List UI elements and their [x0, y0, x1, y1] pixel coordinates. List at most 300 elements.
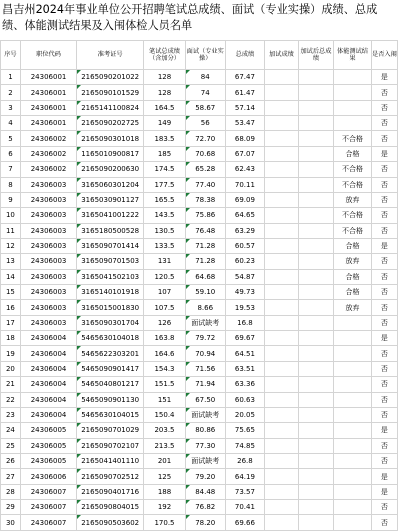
cell-interview: 77.40: [185, 177, 225, 192]
cell-fitness: 放弃: [334, 254, 372, 269]
header-position-code: 职位代码: [20, 41, 76, 70]
cell-written-total: 133.5: [144, 238, 186, 253]
cell-ticket-number: 3165060301204: [77, 177, 144, 192]
cell-extra-total: [298, 223, 334, 238]
cell-enter: 是: [371, 331, 397, 346]
cell-extra-score: [265, 361, 298, 376]
cell-extra-score: [265, 116, 298, 131]
cell-extra-score: [265, 70, 298, 85]
cell-extra-total: [298, 116, 334, 131]
cell-written-total: 151: [144, 392, 186, 407]
cell-ticket-number: 2165090503602: [77, 515, 144, 530]
cell-seq: 12: [1, 238, 21, 253]
cell-seq: 30: [1, 515, 21, 530]
cell-extra-total: [298, 100, 334, 115]
cell-fitness: [334, 346, 372, 361]
cell-extra-total: [298, 70, 334, 85]
cell-written-total: 125: [144, 469, 186, 484]
cell-enter: 是: [371, 484, 397, 499]
cell-extra-score: [265, 177, 298, 192]
cell-extra-score: [265, 146, 298, 161]
header-seq: 序号: [1, 41, 21, 70]
cell-fitness: [334, 85, 372, 100]
results-table: [0, 40, 398, 531]
cell-written-total: 128: [144, 70, 186, 85]
cell-seq: 13: [1, 254, 21, 269]
cell-ticket-number: 3165180500528: [77, 223, 144, 238]
cell-extra-total: [298, 162, 334, 177]
cell-ticket-number: 5465090901417: [77, 361, 144, 376]
cell-enter: 否: [371, 438, 397, 453]
cell-ticket-number: 2165090804015: [77, 500, 144, 515]
cell-interview: 面试缺考: [185, 453, 225, 468]
cell-position-code: 24306002: [20, 162, 76, 177]
table-row: [1, 146, 398, 161]
cell-seq: 8: [1, 177, 21, 192]
cell-position-code: 24306003: [20, 300, 76, 315]
cell-enter: 否: [371, 346, 397, 361]
cell-interview: 80.86: [185, 423, 225, 438]
table-row: [1, 162, 398, 177]
table-row: [1, 269, 398, 284]
cell-interview: 78.38: [185, 192, 225, 207]
cell-fitness: 合格: [334, 146, 372, 161]
cell-position-code: 24306004: [20, 361, 76, 376]
cell-interview: 71.28: [185, 254, 225, 269]
cell-total: 67.07: [225, 146, 265, 161]
table-row: [1, 300, 398, 315]
cell-written-total: 192: [144, 500, 186, 515]
cell-interview: 75.86: [185, 208, 225, 223]
table-row: [1, 177, 398, 192]
cell-interview: 64.68: [185, 269, 225, 284]
table-row: [1, 438, 398, 453]
cell-total: 63.36: [225, 377, 265, 392]
cell-seq: 29: [1, 500, 21, 515]
cell-written-total: 128: [144, 85, 186, 100]
cell-fitness: [334, 100, 372, 115]
cell-total: 69.09: [225, 192, 265, 207]
cell-extra-total: [298, 453, 334, 468]
cell-interview: 67.50: [185, 392, 225, 407]
cell-position-code: 24306003: [20, 177, 76, 192]
cell-enter: 否: [371, 208, 397, 223]
cell-position-code: 24306002: [20, 131, 76, 146]
cell-interview: 84: [185, 70, 225, 85]
cell-total: 69.66: [225, 515, 265, 530]
table-row: [1, 331, 398, 346]
cell-seq: 15: [1, 285, 21, 300]
cell-written-total: 170.5: [144, 515, 186, 530]
cell-extra-total: [298, 315, 334, 330]
cell-total: 67.47: [225, 70, 265, 85]
cell-extra-total: [298, 361, 334, 376]
cell-written-total: 150.4: [144, 407, 186, 422]
cell-extra-total: [298, 500, 334, 515]
cell-enter: 否: [371, 315, 397, 330]
cell-interview: 面试缺考: [185, 315, 225, 330]
cell-extra-total: [298, 131, 334, 146]
cell-seq: 18: [1, 331, 21, 346]
cell-written-total: 183.5: [144, 131, 186, 146]
cell-enter: 是: [371, 146, 397, 161]
cell-seq: 26: [1, 453, 21, 468]
cell-enter: 否: [371, 515, 397, 530]
cell-interview: 71.56: [185, 361, 225, 376]
cell-extra-total: [298, 269, 334, 284]
table-row: [1, 484, 398, 499]
cell-total: 26.8: [225, 453, 265, 468]
cell-written-total: 164.6: [144, 346, 186, 361]
cell-interview: 78.20: [185, 515, 225, 530]
cell-total: 74.85: [225, 438, 265, 453]
cell-extra-score: [265, 269, 298, 284]
cell-written-total: 130.5: [144, 223, 186, 238]
cell-extra-score: [265, 469, 298, 484]
cell-interview: 71.28: [185, 238, 225, 253]
table-row: [1, 100, 398, 115]
cell-total: 16.8: [225, 315, 265, 330]
cell-seq: 4: [1, 116, 21, 131]
cell-position-code: 24306004: [20, 377, 76, 392]
cell-extra-total: [298, 392, 334, 407]
cell-position-code: 24306003: [20, 269, 76, 284]
cell-interview: 76.48: [185, 223, 225, 238]
cell-position-code: 24306003: [20, 223, 76, 238]
cell-interview: 84.48: [185, 484, 225, 499]
cell-position-code: 24306001: [20, 85, 76, 100]
cell-written-total: 177.5: [144, 177, 186, 192]
cell-written-total: 154.3: [144, 361, 186, 376]
cell-fitness: 放弃: [334, 192, 372, 207]
cell-extra-total: [298, 407, 334, 422]
table-row: [1, 377, 398, 392]
cell-position-code: 24306007: [20, 500, 76, 515]
cell-ticket-number: 5465630104018: [77, 331, 144, 346]
cell-fitness: 不合格: [334, 223, 372, 238]
cell-enter: 是: [371, 469, 397, 484]
cell-written-total: 201: [144, 453, 186, 468]
cell-fitness: [334, 331, 372, 346]
cell-extra-score: [265, 192, 298, 207]
cell-ticket-number: 5465040801217: [77, 377, 144, 392]
cell-enter: 是: [371, 238, 397, 253]
table-row: [1, 453, 398, 468]
cell-enter: 否: [371, 162, 397, 177]
cell-extra-score: [265, 346, 298, 361]
header-written-total: 笔试总成绩（含加分）: [144, 41, 186, 70]
table-row: [1, 315, 398, 330]
cell-total: 69.67: [225, 331, 265, 346]
cell-total: 60.63: [225, 392, 265, 407]
cell-seq: 1: [1, 70, 21, 85]
cell-ticket-number: 2165090101529: [77, 85, 144, 100]
cell-position-code: 24306003: [20, 208, 76, 223]
cell-seq: 27: [1, 469, 21, 484]
cell-extra-score: [265, 238, 298, 253]
cell-seq: 23: [1, 407, 21, 422]
cell-position-code: 24306003: [20, 315, 76, 330]
cell-extra-total: [298, 346, 334, 361]
cell-total: 62.43: [225, 162, 265, 177]
cell-seq: 20: [1, 361, 21, 376]
cell-ticket-number: 3165090301704: [77, 315, 144, 330]
cell-position-code: 24306002: [20, 146, 76, 161]
cell-ticket-number: 2165141100824: [77, 100, 144, 115]
cell-extra-total: [298, 85, 334, 100]
cell-total: 75.65: [225, 423, 265, 438]
table-row: [1, 131, 398, 146]
cell-fitness: [334, 116, 372, 131]
cell-extra-score: [265, 500, 298, 515]
cell-enter: 否: [371, 392, 397, 407]
cell-ticket-number: 2165090200630: [77, 162, 144, 177]
table-row: [1, 85, 398, 100]
table-row: [1, 208, 398, 223]
cell-written-total: 107.5: [144, 300, 186, 315]
cell-written-total: 149: [144, 116, 186, 131]
cell-ticket-number: 3165015001830: [77, 300, 144, 315]
cell-extra-total: [298, 285, 334, 300]
cell-extra-total: [298, 377, 334, 392]
table-row: [1, 238, 398, 253]
cell-seq: 9: [1, 192, 21, 207]
cell-position-code: 24306003: [20, 192, 76, 207]
cell-ticket-number: 2165090301018: [77, 131, 144, 146]
cell-total: 70.11: [225, 177, 265, 192]
cell-total: 73.57: [225, 484, 265, 499]
cell-fitness: [334, 438, 372, 453]
cell-position-code: 24306004: [20, 346, 76, 361]
cell-extra-total: [298, 146, 334, 161]
cell-written-total: 120.5: [144, 269, 186, 284]
cell-extra-score: [265, 300, 298, 315]
cell-total: 60.57: [225, 238, 265, 253]
cell-extra-score: [265, 100, 298, 115]
cell-extra-score: [265, 208, 298, 223]
header-ticket-number: 准考证号: [77, 41, 144, 70]
cell-total: 63.51: [225, 361, 265, 376]
cell-fitness: 放弃: [334, 300, 372, 315]
cell-ticket-number: 2165090702512: [77, 469, 144, 484]
cell-extra-total: [298, 208, 334, 223]
cell-interview: 面试缺考: [185, 407, 225, 422]
table-row: [1, 116, 398, 131]
cell-position-code: 24306006: [20, 469, 76, 484]
header-total: 总成绩: [225, 41, 265, 70]
cell-enter: 否: [371, 131, 397, 146]
cell-position-code: 24306003: [20, 285, 76, 300]
cell-enter: 否: [371, 177, 397, 192]
cell-seq: 24: [1, 423, 21, 438]
cell-extra-total: [298, 423, 334, 438]
cell-fitness: 合格: [334, 238, 372, 253]
cell-total: 19.53: [225, 300, 265, 315]
cell-seq: 7: [1, 162, 21, 177]
cell-fitness: [334, 407, 372, 422]
cell-written-total: 131: [144, 254, 186, 269]
cell-seq: 22: [1, 392, 21, 407]
cell-written-total: 213.5: [144, 438, 186, 453]
cell-fitness: [334, 453, 372, 468]
cell-extra-total: [298, 484, 334, 499]
cell-extra-total: [298, 254, 334, 269]
cell-interview: 79.72: [185, 331, 225, 346]
cell-fitness: [334, 423, 372, 438]
cell-interview: 72.70: [185, 131, 225, 146]
table-row: [1, 223, 398, 238]
cell-total: 70.41: [225, 500, 265, 515]
cell-position-code: 24306004: [20, 392, 76, 407]
cell-enter: 是: [371, 423, 397, 438]
header-extra-total: 加试后总成绩: [298, 41, 334, 70]
table-row: [1, 423, 398, 438]
cell-fitness: 不合格: [334, 177, 372, 192]
cell-enter: 否: [371, 300, 397, 315]
cell-total: 63.29: [225, 223, 265, 238]
cell-enter: 否: [371, 377, 397, 392]
cell-position-code: 24306004: [20, 331, 76, 346]
cell-fitness: [334, 515, 372, 530]
cell-extra-score: [265, 407, 298, 422]
cell-written-total: 143.5: [144, 208, 186, 223]
table-row: [1, 500, 398, 515]
cell-position-code: 24306007: [20, 515, 76, 530]
cell-enter: 否: [371, 285, 397, 300]
cell-ticket-number: 2165090401716: [77, 484, 144, 499]
cell-total: 20.05: [225, 407, 265, 422]
cell-enter: 否: [371, 100, 397, 115]
cell-interview: 65.28: [185, 162, 225, 177]
cell-fitness: [334, 377, 372, 392]
cell-ticket-number: 3165041001222: [77, 208, 144, 223]
header-row: [1, 41, 398, 70]
cell-fitness: [334, 315, 372, 330]
cell-fitness: [334, 392, 372, 407]
cell-position-code: 24306005: [20, 423, 76, 438]
cell-total: 64.65: [225, 208, 265, 223]
cell-position-code: 24306001: [20, 100, 76, 115]
cell-interview: 74: [185, 85, 225, 100]
cell-written-total: 165.5: [144, 192, 186, 207]
cell-interview: 70.94: [185, 346, 225, 361]
table-row: [1, 469, 398, 484]
cell-fitness: [334, 70, 372, 85]
cell-written-total: 163.8: [144, 331, 186, 346]
document-title: 昌吉州2024年事业单位公开招聘笔试总成绩、面试（专业实操）成绩、总成绩、体能测试结果及入闱体检人员名单: [2, 3, 378, 32]
cell-fitness: [334, 361, 372, 376]
cell-extra-score: [265, 131, 298, 146]
cell-interview: 8.66: [185, 300, 225, 315]
cell-seq: 2: [1, 85, 21, 100]
cell-extra-total: [298, 331, 334, 346]
cell-enter: 否: [371, 192, 397, 207]
cell-interview: 71.94: [185, 377, 225, 392]
cell-enter: 是: [371, 70, 397, 85]
cell-ticket-number: 2165090202725: [77, 116, 144, 131]
cell-seq: 21: [1, 377, 21, 392]
cell-extra-total: [298, 469, 334, 484]
cell-fitness: [334, 500, 372, 515]
table-row: [1, 515, 398, 530]
cell-seq: 16: [1, 300, 21, 315]
table-row: [1, 254, 398, 269]
cell-written-total: 185: [144, 146, 186, 161]
header-interview: 面试（专业实操）: [185, 41, 225, 70]
table-row: [1, 361, 398, 376]
cell-seq: 14: [1, 269, 21, 284]
cell-position-code: 24306003: [20, 254, 76, 269]
cell-seq: 3: [1, 100, 21, 115]
table-row: [1, 192, 398, 207]
cell-total: 64.51: [225, 346, 265, 361]
cell-extra-score: [265, 331, 298, 346]
cell-extra-score: [265, 438, 298, 453]
cell-fitness: [334, 484, 372, 499]
cell-written-total: 188: [144, 484, 186, 499]
table-row: [1, 70, 398, 85]
cell-written-total: 107: [144, 285, 186, 300]
cell-position-code: 24306005: [20, 438, 76, 453]
cell-ticket-number: 3165041502103: [77, 269, 144, 284]
cell-ticket-number: 3165030901127: [77, 192, 144, 207]
cell-total: 54.87: [225, 269, 265, 284]
cell-extra-score: [265, 223, 298, 238]
cell-fitness: 合格: [334, 269, 372, 284]
cell-extra-score: [265, 377, 298, 392]
cell-position-code: 24306003: [20, 238, 76, 253]
cell-extra-score: [265, 484, 298, 499]
cell-position-code: 24306007: [20, 484, 76, 499]
cell-extra-score: [265, 254, 298, 269]
cell-seq: 6: [1, 146, 21, 161]
cell-interview: 79.20: [185, 469, 225, 484]
cell-interview: 59.10: [185, 285, 225, 300]
header-extra-score: 加试成绩: [265, 41, 298, 70]
cell-extra-score: [265, 315, 298, 330]
cell-interview: 58.67: [185, 100, 225, 115]
cell-seq: 5: [1, 131, 21, 146]
cell-written-total: 203.5: [144, 423, 186, 438]
cell-position-code: 24306004: [20, 407, 76, 422]
cell-extra-score: [265, 285, 298, 300]
cell-enter: 否: [371, 269, 397, 284]
table-row: [1, 285, 398, 300]
cell-seq: 11: [1, 223, 21, 238]
cell-seq: 10: [1, 208, 21, 223]
cell-extra-score: [265, 162, 298, 177]
cell-total: 61.47: [225, 85, 265, 100]
cell-enter: 否: [371, 407, 397, 422]
cell-total: 49.73: [225, 285, 265, 300]
cell-interview: 56: [185, 116, 225, 131]
cell-written-total: 174.5: [144, 162, 186, 177]
cell-ticket-number: 5465630104015: [77, 407, 144, 422]
header-enter: 是否入闱: [371, 41, 397, 70]
table-row: [1, 392, 398, 407]
cell-ticket-number: 2165090702107: [77, 438, 144, 453]
cell-ticket-number: 3165140101918: [77, 285, 144, 300]
cell-extra-score: [265, 85, 298, 100]
cell-fitness: [334, 469, 372, 484]
cell-fitness: 合格: [334, 285, 372, 300]
cell-seq: 28: [1, 484, 21, 499]
cell-extra-total: [298, 300, 334, 315]
cell-ticket-number: 5465090901130: [77, 392, 144, 407]
cell-extra-total: [298, 238, 334, 253]
cell-extra-total: [298, 177, 334, 192]
cell-enter: 否: [371, 85, 397, 100]
